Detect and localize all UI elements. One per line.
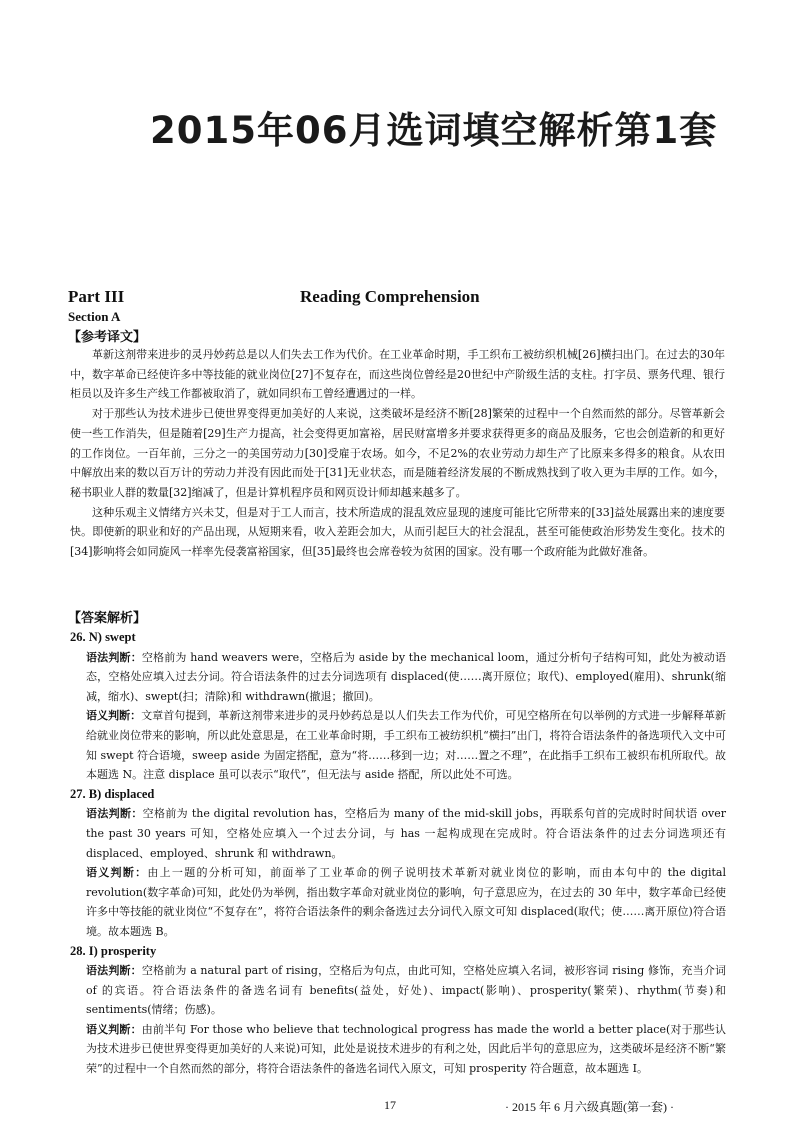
translation-paragraph: 革新这剂带来进步的灵丹妙药总是以人们失去工作为代价。在工业革命时期，手工织布工被纺织机械[26]横扫出门。在过去的30年中，数字革命已经使许多中等技能的就业岗位[27]不复存在，而这些岗位曾经是20世纪中产阶级生活的支柱。打字员、票务代理、银行柜员以及许多生产线工作都被取消了，就如同织布工曾经遭遇过的一样。 [70, 348, 725, 401]
page-title: 2015年06月选词填空解析第1套 [150, 109, 718, 152]
analysis-label: 语义判断： [86, 709, 142, 723]
page-number: 17 [384, 1098, 396, 1112]
part-number: Part III [68, 287, 125, 306]
translation-paragraph: 这种乐观主义情绪方兴未艾，但是对于工人而言，技术所造成的混乱效应显现的速度可能比它所带来的[33]益处展露出来的速度要快。即使新的职业和好的产品出现，从短期来看，收入差距会加大，从而引起巨大的社会混乱，甚至可能使政治形势发生变化。技术的[34]影响将会如同旋风一样率先侵袭富裕国家，但[35]最终也会席卷较为贫困的国家。没有哪一个政府能为此做好准备。 [70, 505, 725, 559]
answer-analysis [70, 628, 726, 1079]
analysis-text: 空格前为 a natural part of rising，空格后为句点，由此可知，空格处应填入名词，被形容词 rising 修饰，充当介词 of 的宾语。符合语法条件的备选名词有 benefits(益处，好处)、impact(影响)、prosperity(繁荣)、rhythm(节奏)和 sentiments(情绪；伤感)。 [86, 964, 726, 1017]
analysis-paragraph [70, 863, 726, 941]
analysis-label: 语义判断： [86, 866, 148, 880]
analysis-label: 语法判断： [86, 964, 142, 978]
reference-translation [70, 345, 725, 562]
analysis-paragraph [70, 706, 726, 784]
footer-source: · 2015 年 6 月六级真题(第一套) · [505, 1100, 674, 1114]
analysis-paragraph [70, 1020, 726, 1079]
analysis-text: 由前半句 For those who believe that technological progress has made the world a better place(对于那些认为技术进步已使世界变得更加美好的人来说)可知，此处是说技术进步的有利之处，因此后半句的意思应为，这类破坏是经济不断“繁荣”的过程中一个自然而然的部分，将符合语法条件的备选名词代入原文，可知 prosperity 符合题意，故本题选 I。 [86, 1022, 726, 1076]
analysis-label: 语法判断： [86, 650, 142, 664]
answer-heading: 28. I) prosperity [70, 943, 157, 958]
section-label: Section A [68, 309, 121, 324]
part-title: Reading Comprehension [300, 287, 480, 306]
analysis-paragraph [70, 648, 726, 707]
answer-label: 【答案解析】 [68, 611, 147, 626]
analysis-paragraph [70, 961, 726, 1020]
translation-label: 【参考译文】 [68, 330, 147, 345]
analysis-text: 由上一题的分析可知，前面举了工业革命的例子说明技术革新对就业岗位的影响，而由本句中的 the digital revolution(数字革命)可知，此处仍为举例，指出数字革命对就业岗位的影响，句子意思应为，在过去的 30 年中，数字革命已经使许多中等技能的就业岗位“不复存在”，将符合语法条件的剩余备选过去分词代入原文可知 displaced(取代；使……离开原位)符合语境。故本题选 B。 [86, 866, 727, 938]
analysis-paragraph [70, 804, 726, 863]
analysis-label: 语义判断： [86, 1022, 142, 1036]
answer-item [70, 785, 726, 942]
answer-heading: 26. N) swept [70, 630, 136, 644]
analysis-text: 文章首句提到，革新这剂带来进步的灵丹妙药总是以人们失去工作为代价，可见空格所在句以举例的方式进一步解释革新给就业岗位带来的影响，所以此处意思是，在工业革命时期，手工织布工被纺织机“横扫”出门，将符合语法条件的备选项代入文中可知 swept 符合语境，sweep aside 为固定搭配，意为“将……移到一边；对……置之不理”，在此指手工织布工被织布机所取代。故本题选 N。注意 displace 虽可以表示“取代”，但无法与 aside 搭配，所以此处不可选。 [86, 709, 727, 782]
translation-paragraph: 对于那些认为技术进步已使世界变得更加美好的人来说，这类破坏是经济不断[28]繁荣的过程中一个自然而然的部分。尽管革新会使一些工作消失，但是随着[29]生产力提高，社会变得更加富裕，居民财富增多并要求获得更多的商品及服务，它也会创造新的和更好的工作岗位。一百年前，三分之一的美国劳动力[30]受雇于农场。如今，不足2%的农业劳动力却生产了比原来多得多的粮食。从农田中解放出来的数以百万计的劳动力并没有因此而处于[31]无业状态，而是随着经济发展的不断成熟找到了收入更为丰厚的工作。如今，秘书职业人群的数量[32]缩减了，但是计算机程序员和网页设计师却越来越多了。 [70, 407, 725, 499]
answer-item [70, 942, 726, 1079]
analysis-text: 空格前为 hand weavers were，空格后为 aside by the mechanical loom，通过分析句子结构可知，此处为被动语态，空格处应填入过去分词。符合语法条件的过去分词选项有 displaced(使……离开原位；取代)、employed(雇用)、shrunk(缩减，缩水)、swept(扫；清除)和 withdrawn(撤退；撤回)。 [86, 650, 726, 703]
answer-item [70, 628, 726, 785]
analysis-text: 空格前为 the digital revolution has，空格后为 many of the mid-skill jobs，再联系句首的完成时时间状语 over the past 30 years 可知，空格处应填入一个过去分词，与 has 一起构成现在完成时。符合语法条件的过去分词选项还有 displaced、employed、shrunk 和 withdrawn。 [86, 807, 726, 860]
analysis-label: 语法判断： [86, 807, 143, 821]
answer-heading: 27. B) displaced [70, 786, 155, 801]
